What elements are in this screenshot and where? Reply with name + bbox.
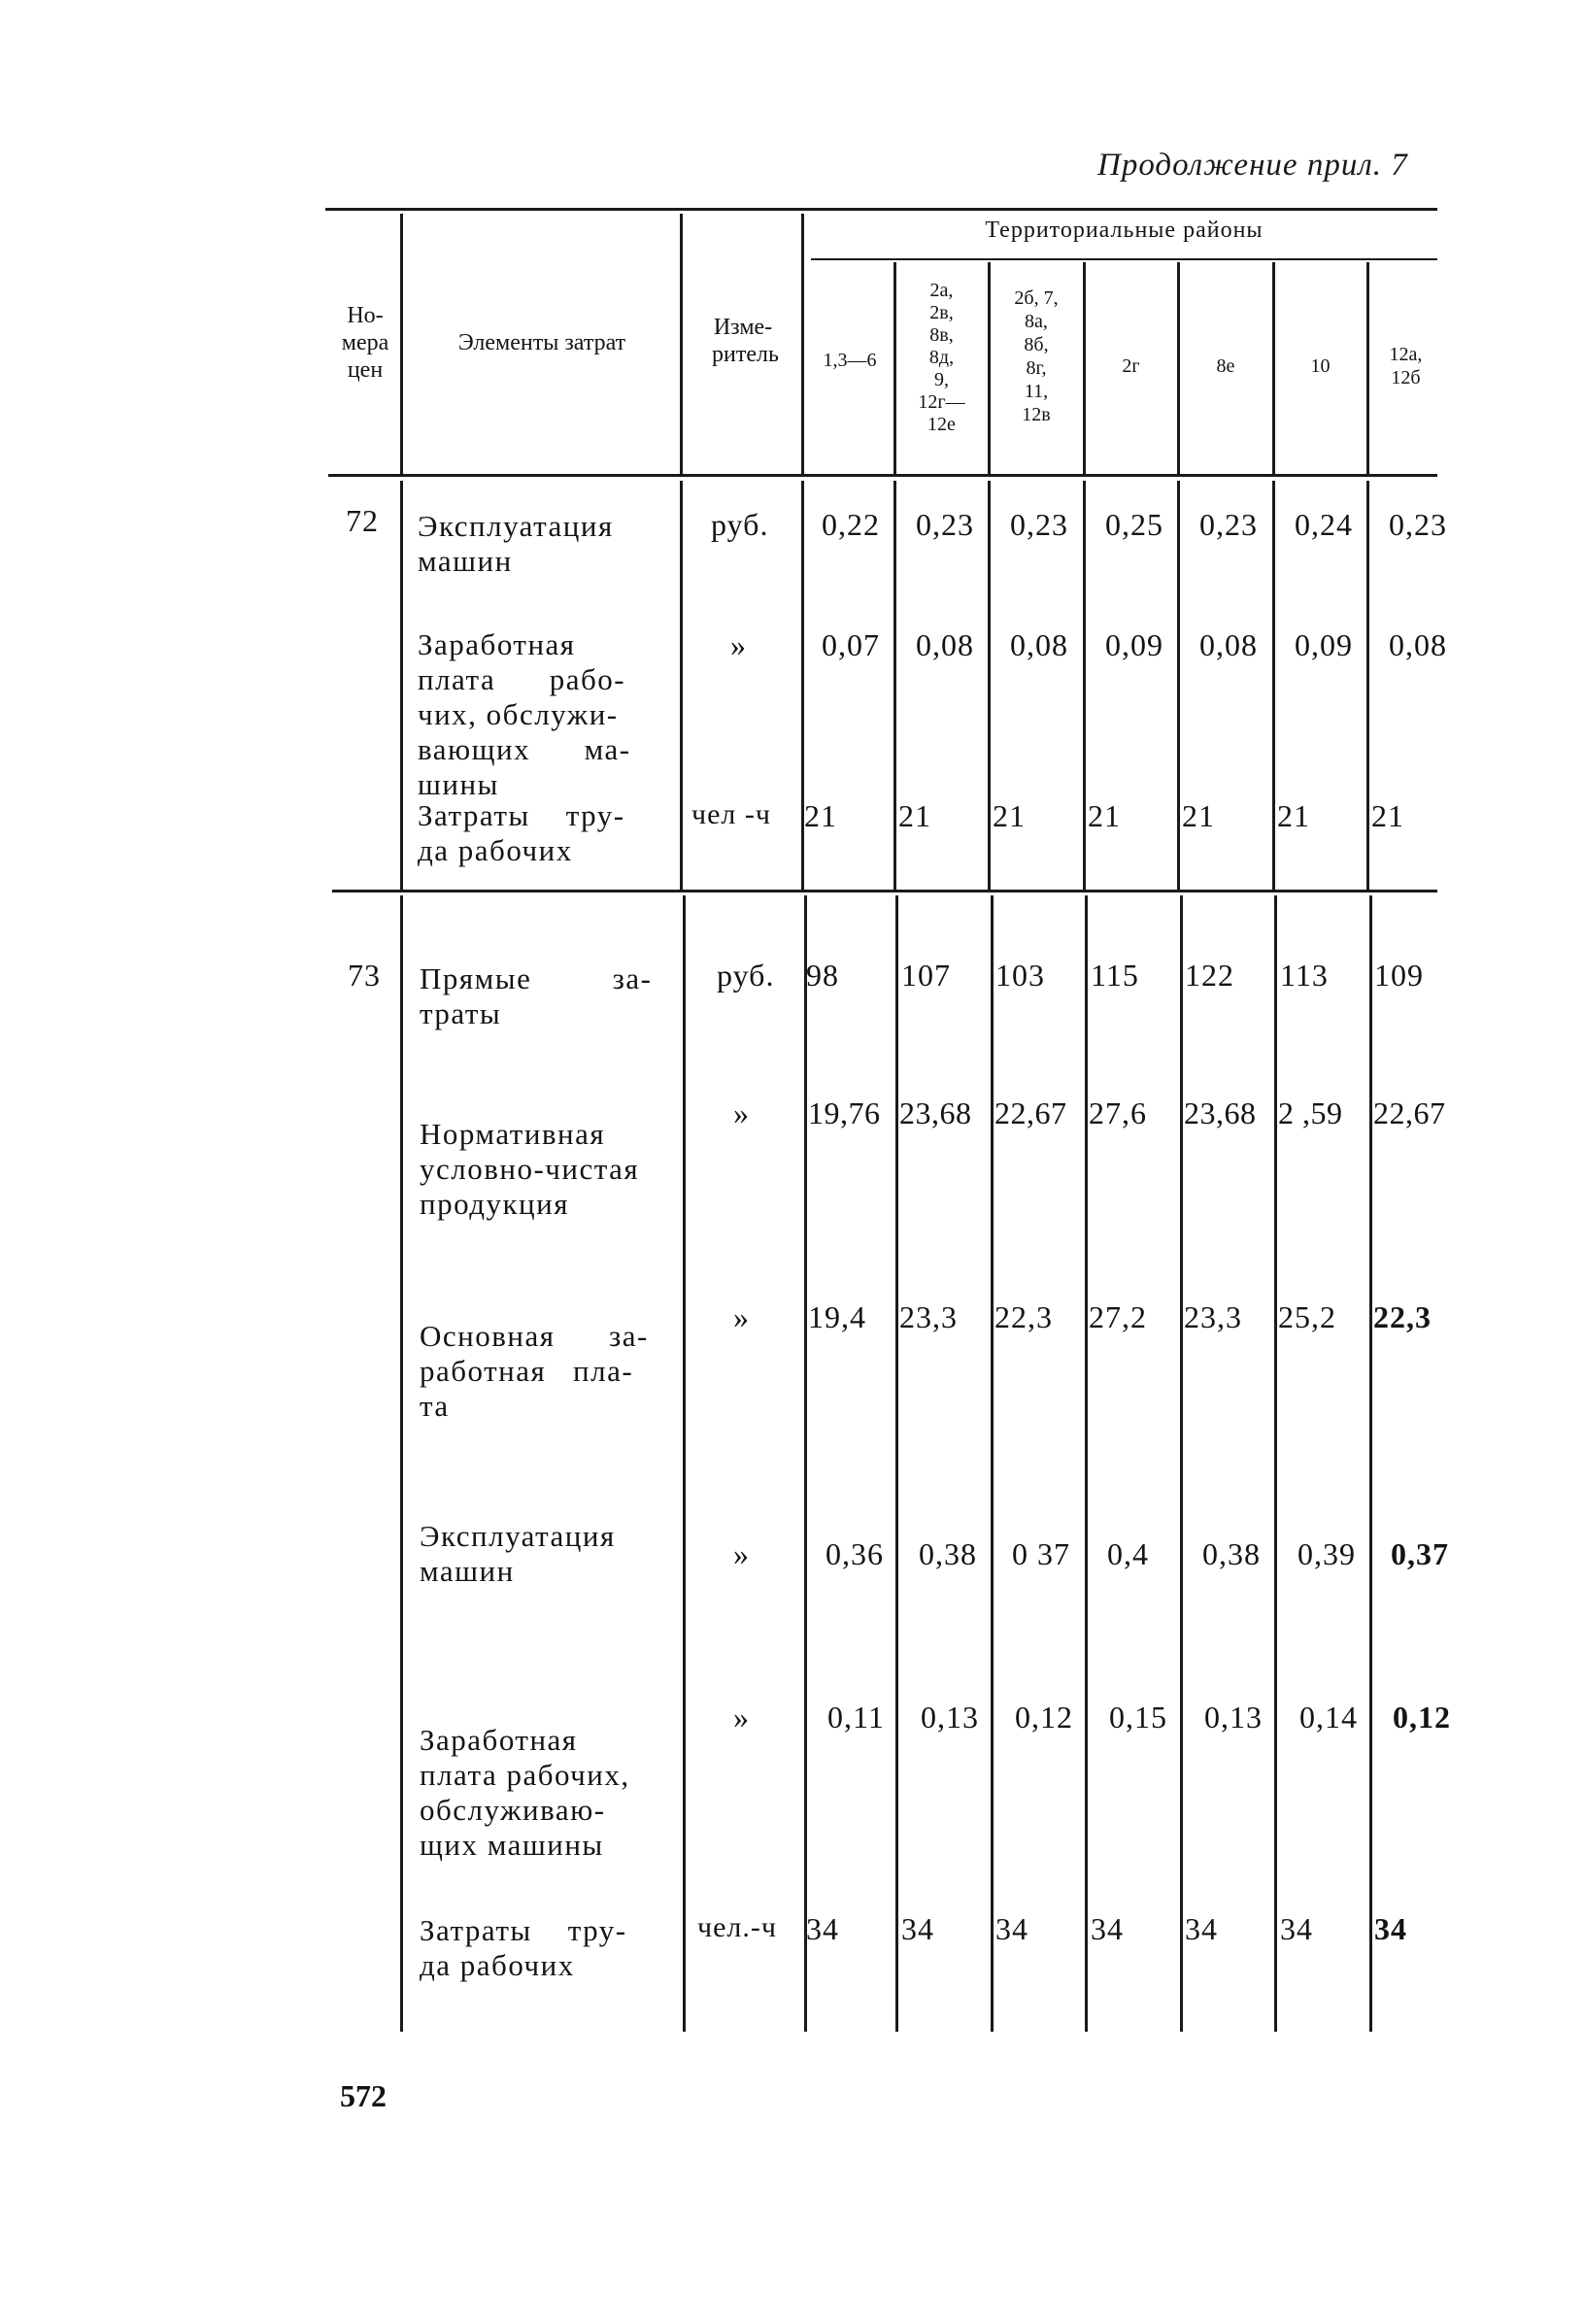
col-divider-unit: [804, 895, 807, 2032]
header-elements: Элементы затрат: [457, 330, 626, 355]
col-divider-region-1: [895, 895, 898, 2032]
cell-value: 0,09: [1295, 627, 1353, 662]
element-label-line: да рабочих: [418, 833, 573, 867]
cell-value: 27,2: [1089, 1299, 1147, 1334]
col-divider-number: [400, 214, 403, 474]
cell-value: 0,36: [826, 1536, 884, 1571]
unit-value: руб.: [717, 958, 775, 993]
cell-value: 23,3: [1184, 1299, 1242, 1334]
element-label-line: Прямые за-: [420, 961, 653, 995]
cell-value: 0,22: [822, 507, 880, 542]
header-region-7-line: 12а,: [1389, 344, 1423, 365]
cell-value: 107: [901, 958, 951, 993]
header-region-3-line: 8б,: [1024, 334, 1049, 355]
cell-value: 34: [806, 1911, 839, 1946]
col-divider-region-6: [1369, 895, 1372, 2032]
header-region-3-line: 8а,: [1025, 311, 1048, 332]
cell-value: 34: [1374, 1911, 1407, 1946]
cell-value: 27,6: [1089, 1095, 1147, 1130]
cell-value: 21: [993, 798, 1026, 833]
element-label-line: плата рабочих,: [420, 1758, 630, 1792]
cell-value: 25,2: [1278, 1299, 1336, 1334]
element-label-line: щих машины: [420, 1828, 604, 1862]
cell-value: 34: [1091, 1911, 1124, 1946]
price-number: 73: [348, 958, 381, 993]
cell-value: 34: [995, 1911, 1028, 1946]
cell-value: 0,23: [916, 507, 974, 542]
col-divider-elements: [680, 214, 683, 474]
header-region-2-line: 2а,: [929, 280, 954, 301]
col-divider-region-3: [1085, 895, 1088, 2032]
cell-value: 103: [995, 958, 1045, 993]
cell-value: 113: [1280, 958, 1329, 993]
cell-value: 21: [1088, 798, 1121, 833]
element-label-line: машин: [420, 1554, 515, 1588]
element-label-line: работная пла-: [420, 1354, 634, 1388]
cell-value: 0,08: [916, 627, 974, 662]
page-number: 572: [340, 2078, 387, 2113]
cell-value: 0,15: [1109, 1700, 1167, 1735]
header-unit-line: Изме-: [713, 315, 773, 340]
cell-value: 2 ,59: [1278, 1095, 1343, 1130]
element-label-line: да рабочих: [420, 1948, 575, 1982]
cell-value: 0,08: [1389, 627, 1447, 662]
cell-value: 0,39: [1298, 1536, 1356, 1571]
cell-value: 0,23: [1010, 507, 1068, 542]
element-label-line: Нормативная: [420, 1117, 606, 1151]
col-divider-unit: [801, 214, 804, 474]
cell-value: 0,11: [827, 1700, 885, 1735]
element-label-line: Эксплуатация: [420, 1519, 616, 1553]
cell-value: 0,38: [919, 1536, 977, 1571]
cell-value: 0,25: [1105, 507, 1163, 542]
cell-value: 21: [1182, 798, 1215, 833]
col-divider-elements: [683, 895, 686, 2032]
cell-value: 19,4: [808, 1299, 866, 1334]
header-region-3-line: 8г,: [1026, 357, 1047, 379]
cell-value: 0,08: [1010, 627, 1068, 662]
cell-value: 22,67: [1373, 1095, 1446, 1130]
header-regions-title: Территориальные районы: [985, 218, 1264, 243]
unit-value: »: [733, 1536, 750, 1571]
element-label-line: плата рабо-: [418, 662, 626, 696]
col-divider-region-5: [1272, 481, 1275, 890]
unit-value: чел.-ч: [697, 1911, 777, 1943]
header-region-3-line: 2б, 7,: [1014, 287, 1059, 309]
cell-value: 21: [898, 798, 931, 833]
unit-value: »: [730, 627, 747, 662]
cell-value: 34: [1185, 1911, 1218, 1946]
price-number: 72: [346, 503, 379, 538]
cell-value: 34: [1280, 1911, 1313, 1946]
unit-value: »: [733, 1095, 750, 1130]
header-region-5: 8е: [1216, 355, 1235, 377]
col-divider-elements: [680, 481, 683, 890]
section-divider-rule: [332, 890, 1437, 893]
cell-value: 0 37: [1012, 1536, 1070, 1571]
element-label-line: Затраты тру-: [420, 1913, 627, 1947]
cell-value: 22,3: [1373, 1299, 1432, 1334]
header-region-4: 2г: [1122, 355, 1140, 377]
element-label-line: продукция: [420, 1187, 569, 1221]
col-divider-region-3: [1083, 481, 1086, 890]
cell-value: 23,3: [899, 1299, 958, 1334]
element-label-line: траты: [420, 996, 502, 1030]
appendix-caption: Продолжение прил. 7: [1097, 148, 1408, 183]
cell-value: 122: [1185, 958, 1234, 993]
col-divider-region-6: [1366, 481, 1369, 890]
header-region-2-line: 9,: [934, 369, 949, 390]
unit-value: руб.: [711, 507, 769, 542]
cell-value: 0,07: [822, 627, 880, 662]
regions-title-rule: [811, 258, 1437, 260]
header-region-2-line: 12г—: [918, 391, 965, 413]
col-divider-region-2: [988, 481, 991, 890]
header-unit-line: ритель: [712, 342, 779, 367]
cell-value: 22,3: [994, 1299, 1053, 1334]
cell-value: 0,37: [1391, 1536, 1449, 1571]
header-region-1: 1,3—6: [823, 350, 877, 371]
element-label-line: обслуживаю-: [420, 1793, 606, 1827]
cell-value: 0,23: [1389, 507, 1447, 542]
cell-value: 0,4: [1107, 1536, 1149, 1571]
element-label-line: Основная за-: [420, 1319, 649, 1353]
col-divider-region-4: [1180, 895, 1183, 2032]
header-number-line: Но-: [347, 303, 384, 328]
header-region-7-line: 12б: [1391, 367, 1421, 388]
unit-value: чел -ч: [691, 798, 771, 830]
header-region-2-line: 8д,: [928, 347, 955, 368]
header-region-2-line: 2в,: [929, 302, 954, 323]
cell-value: 23,68: [1184, 1095, 1257, 1130]
element-label-line: чих, обслужи-: [418, 697, 619, 731]
cell-value: 34: [901, 1911, 934, 1946]
element-label-line: условно-чистая: [420, 1152, 640, 1186]
cell-value: 0,13: [1204, 1700, 1263, 1735]
cell-value: 0,38: [1202, 1536, 1261, 1571]
cell-value: 21: [1371, 798, 1404, 833]
element-label-line: шины: [418, 767, 499, 801]
element-label-line: Затраты тру-: [418, 798, 625, 832]
cell-value: 98: [806, 958, 839, 993]
header-region-3-line: 12в: [1022, 404, 1051, 425]
element-label-line: Эксплуатация: [418, 509, 614, 543]
header-region-2-line: 12е: [927, 414, 956, 435]
cell-value: 0,12: [1015, 1700, 1073, 1735]
col-divider-region-1: [893, 481, 896, 890]
cell-value: 19,76: [808, 1095, 881, 1130]
header-number-line: цен: [347, 357, 384, 383]
cell-value: 0,24: [1295, 507, 1353, 542]
cell-value: 0,08: [1199, 627, 1258, 662]
element-label-line: та: [420, 1389, 450, 1423]
cell-value: 0,23: [1199, 507, 1258, 542]
header-region-2-line: 8в,: [929, 324, 954, 346]
cell-value: 23,68: [899, 1095, 972, 1130]
cell-value: 0,12: [1393, 1700, 1451, 1735]
cell-value: 0,13: [921, 1700, 979, 1735]
col-divider-number: [400, 481, 403, 890]
col-divider-region-5: [1274, 895, 1277, 2032]
table-top-rule: [325, 208, 1437, 211]
header-number-line: мера: [341, 330, 389, 355]
header-bottom-rule: [328, 474, 1437, 477]
cell-value: 115: [1091, 958, 1139, 993]
cell-value: 109: [1374, 958, 1424, 993]
cell-value: 0,09: [1105, 627, 1163, 662]
col-divider-region-4: [1177, 481, 1180, 890]
element-label-line: Заработная: [418, 627, 576, 661]
col-divider-number: [400, 895, 403, 2032]
cell-value: 21: [1277, 798, 1310, 833]
cell-value: 0,14: [1299, 1700, 1358, 1735]
cell-value: 21: [804, 798, 837, 833]
col-divider-region-2: [991, 895, 994, 2032]
unit-value: »: [733, 1700, 750, 1735]
unit-value: »: [733, 1299, 750, 1334]
cell-value: 22,67: [994, 1095, 1067, 1130]
header-region-6: 10: [1310, 355, 1331, 377]
element-label-line: Заработная: [420, 1723, 578, 1757]
element-label-line: машин: [418, 544, 513, 578]
header-region-3-line: 11,: [1024, 381, 1049, 402]
element-label-line: вающих ма-: [418, 732, 631, 766]
